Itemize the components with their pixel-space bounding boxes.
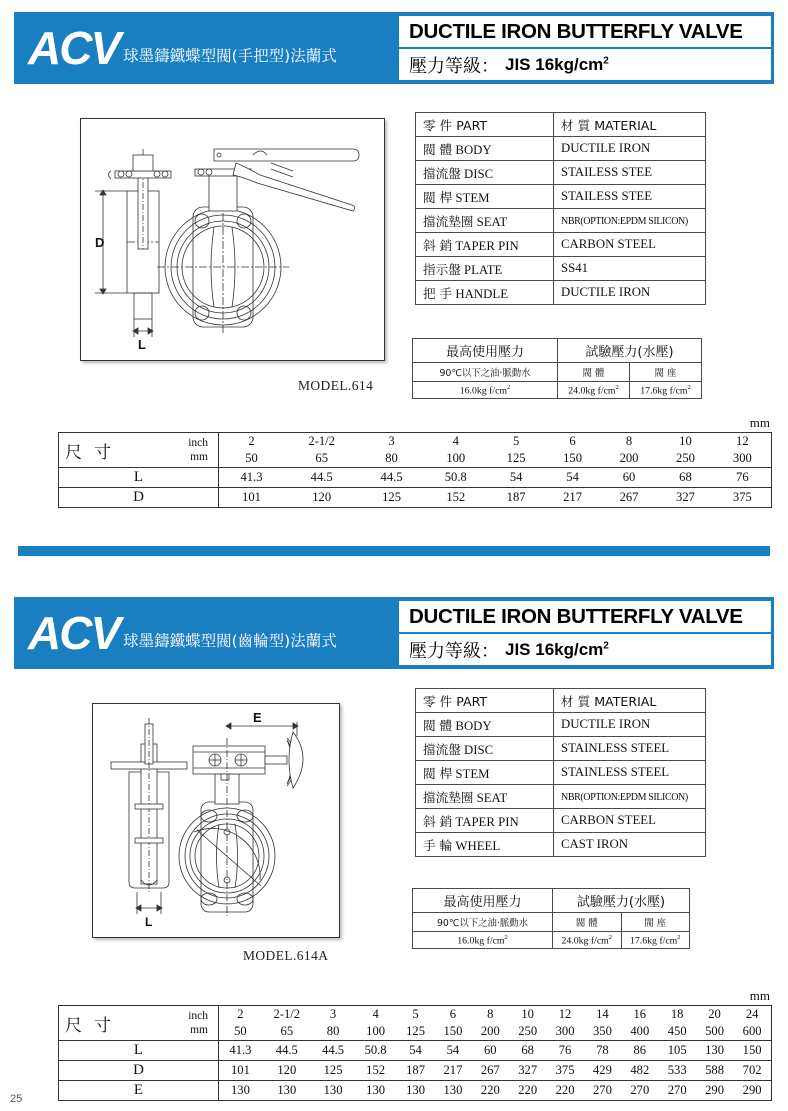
pressure-condition: 90℃以下之油‧脈動水 — [413, 913, 553, 932]
part-name-en: BODY — [455, 143, 492, 157]
size-mm-cell: 350 — [584, 1023, 621, 1041]
table-row — [413, 339, 702, 363]
dimension-value-cell: 101 — [219, 488, 284, 508]
brand-zone-section-1 — [14, 12, 399, 84]
part-name-cn: 閥 桿 — [423, 766, 453, 781]
size-inch-cell: 4 — [424, 433, 488, 451]
table-row-header — [416, 113, 706, 137]
size-inch-cell: 16 — [621, 1006, 658, 1024]
part-name-cn: 斜 銷 — [423, 238, 453, 253]
part-name-en: BODY — [455, 719, 492, 733]
dimension-value-cell: 130 — [434, 1081, 471, 1101]
dimension-value-cell: 68 — [657, 468, 713, 488]
product-title-en: DUCTILE IRON BUTTERFLY VALVE — [399, 601, 771, 632]
dimension-row-label: E — [59, 1081, 219, 1101]
size-inch-cell: 3 — [312, 1006, 355, 1024]
test-pressure-header: 試驗壓力(水壓) — [553, 889, 690, 913]
table-row — [413, 363, 702, 382]
size-mm-cell: 65 — [262, 1023, 312, 1041]
dimension-value-cell: 125 — [312, 1061, 355, 1081]
part-column-header: 零 件 PART — [423, 694, 488, 709]
max-working-pressure-header: 最高使用壓力 — [413, 339, 558, 363]
dimension-unit-note: mm — [749, 415, 770, 430]
material-value: SS41 — [561, 261, 589, 275]
material-value: CARBON STEEL — [561, 813, 656, 827]
size-mm-cell: 500 — [696, 1023, 733, 1041]
dimension-value-cell: 44.5 — [284, 468, 359, 488]
body-test-value: 24.0kg $f/cm^2$ — [558, 382, 630, 399]
table-row-header — [416, 689, 706, 713]
dimension-header-row-inch — [59, 433, 772, 451]
material-value: STAILESS STEE — [561, 189, 653, 203]
model-label-section-1: MODEL.614 — [298, 378, 374, 393]
size-mm-cell: 150 — [544, 450, 600, 468]
dimension-value-cell: 482 — [621, 1061, 658, 1081]
size-mm-cell: 100 — [354, 1023, 397, 1041]
size-inch-cell: 14 — [584, 1006, 621, 1024]
pressure-table-section-1 — [412, 338, 702, 399]
size-mm-cell: 80 — [359, 450, 423, 468]
part-name-en: DISC — [463, 743, 494, 757]
material-table-section-2 — [415, 688, 706, 857]
part-name-en: STEM — [455, 191, 490, 205]
body-label: 閥 體 — [553, 913, 622, 932]
dimension-value-cell: 270 — [584, 1081, 621, 1101]
part-name-en: HANDLE — [455, 287, 509, 301]
pressure-rating-row — [399, 634, 771, 665]
mm-unit-label: mm — [190, 451, 208, 463]
dimension-value-cell: 220 — [472, 1081, 509, 1101]
part-name-cn: 指示盤 — [423, 262, 461, 277]
size-mm-cell: 125 — [397, 1023, 434, 1041]
dimension-table-wrap-section-2 — [58, 988, 772, 1101]
dimension-value-cell: 120 — [262, 1061, 312, 1081]
size-label: 尺寸 — [65, 442, 123, 463]
dimension-row-label: D — [59, 488, 219, 508]
dimension-table-section-1 — [58, 432, 772, 508]
dimension-value-cell: 86 — [621, 1041, 658, 1061]
dimension-value-cell: 270 — [621, 1081, 658, 1101]
dimension-value-cell: 267 — [601, 488, 657, 508]
inch-unit-label: inch — [188, 436, 208, 449]
dimension-value-cell: 50.8 — [424, 468, 488, 488]
dimension-value-cell: 702 — [733, 1061, 771, 1081]
size-inch-cell: 3 — [359, 433, 423, 451]
dimension-value-cell: 41.3 — [219, 1041, 262, 1061]
brand-chinese-subtitle: 球墨鑄鐵蝶型閥(手把型)法蘭式 — [123, 47, 337, 65]
dimension-value-cell: 60 — [472, 1041, 509, 1061]
seat-test-value: 17.6kg $f/cm^2$ — [621, 932, 690, 949]
size-mm-cell: 300 — [714, 450, 772, 468]
svg-text:D: D — [95, 235, 105, 250]
dimension-value-cell: 327 — [657, 488, 713, 508]
table-row — [416, 233, 706, 257]
table-row — [413, 913, 690, 932]
material-table-section-1 — [415, 112, 706, 305]
material-value: NBR(OPTION:EPDM SILICON) — [561, 216, 688, 227]
size-inch-cell: 6 — [544, 433, 600, 451]
dimension-value-cell: 327 — [509, 1061, 546, 1081]
page-number: 25 — [10, 1093, 23, 1105]
table-row — [416, 809, 706, 833]
table-row — [416, 737, 706, 761]
size-inch-cell: 20 — [696, 1006, 733, 1024]
dimension-value-cell: 267 — [472, 1061, 509, 1081]
dimension-value-cell: 50.8 — [354, 1041, 397, 1061]
dimension-value-cell: 187 — [397, 1061, 434, 1081]
table-row — [416, 785, 706, 809]
part-name-en: DISC — [463, 167, 494, 181]
part-name-en: TAPER PIN — [455, 815, 519, 829]
dimension-value-cell: 429 — [584, 1061, 621, 1081]
size-label-cell — [59, 433, 219, 468]
part-name-cn: 擋流墊圈 — [423, 214, 474, 229]
part-name-cn: 擋流盤 — [423, 742, 461, 757]
lever-butterfly-valve-diagram — [81, 119, 383, 359]
title-zone-section-1 — [399, 12, 771, 84]
table-row — [416, 161, 706, 185]
size-inch-cell: 10 — [509, 1006, 546, 1024]
svg-text:E: E — [253, 710, 262, 725]
dimension-value-cell: 130 — [219, 1081, 262, 1101]
dimension-value-cell: 187 — [488, 488, 544, 508]
dimension-value-cell: 152 — [354, 1061, 397, 1081]
dimension-value-cell: 125 — [359, 488, 423, 508]
size-inch-cell: 8 — [601, 433, 657, 451]
material-value: STAILESS STEE — [561, 165, 653, 179]
part-name-en: PLATE — [463, 263, 503, 277]
table-row — [416, 257, 706, 281]
material-value: DUCTILE IRON — [561, 717, 651, 731]
size-mm-cell: 65 — [284, 450, 359, 468]
pressure-table-section-2 — [412, 888, 690, 949]
section-divider — [18, 546, 770, 556]
size-inch-cell: 2-1/2 — [284, 433, 359, 451]
test-pressure-header: 試驗壓力(水壓) — [558, 339, 702, 363]
size-mm-cell: 400 — [621, 1023, 658, 1041]
size-inch-cell: 2 — [219, 433, 284, 451]
dimension-value-cell: 217 — [434, 1061, 471, 1081]
part-name-en: WHEEL — [455, 839, 501, 853]
dimension-value-cell: 54 — [544, 468, 600, 488]
max-working-value: 16.0kg $f/cm^2$ — [413, 382, 558, 399]
table-row — [59, 1061, 772, 1081]
size-inch-cell: 5 — [397, 1006, 434, 1024]
brand-logo: ACV — [28, 607, 120, 659]
dimension-value-cell: 375 — [546, 1061, 583, 1081]
dimension-unit-note: mm — [749, 988, 770, 1003]
size-inch-cell: 2-1/2 — [262, 1006, 312, 1024]
size-inch-cell: 12 — [714, 433, 772, 451]
dimension-value-cell: 220 — [509, 1081, 546, 1101]
product-header-section-1 — [14, 12, 774, 84]
gear-butterfly-valve-diagram — [93, 704, 338, 936]
size-inch-cell: 2 — [219, 1006, 262, 1024]
dimension-value-cell: 588 — [696, 1061, 733, 1081]
dimension-row-label: L — [59, 1041, 219, 1061]
dimension-value-cell: 44.5 — [262, 1041, 312, 1061]
dimension-value-cell: 290 — [696, 1081, 733, 1101]
table-row — [416, 281, 706, 305]
size-inch-cell: 18 — [658, 1006, 695, 1024]
svg-text:L: L — [138, 337, 146, 352]
product-title-en: DUCTILE IRON BUTTERFLY VALVE — [399, 16, 771, 47]
dimension-value-cell: 150 — [733, 1041, 771, 1061]
dimension-value-cell: 270 — [658, 1081, 695, 1101]
svg-text:L: L — [145, 915, 153, 929]
material-value: NBR(OPTION:EPDM SILICON) — [561, 792, 688, 803]
max-working-pressure-header: 最高使用壓力 — [413, 889, 553, 913]
seat-test-value: 17.6kg $f/cm^2$ — [630, 382, 702, 399]
material-value: STAINLESS STEEL — [561, 741, 670, 755]
size-label: 尺寸 — [65, 1015, 123, 1036]
model-label-section-2: MODEL.614A — [243, 948, 329, 963]
part-name-cn: 閥 桿 — [423, 190, 453, 205]
part-name-cn: 閥 體 — [423, 718, 453, 733]
part-name-cn: 閥 體 — [423, 142, 453, 157]
part-name-cn: 把 手 — [423, 286, 453, 301]
part-name-cn: 斜 銷 — [423, 814, 453, 829]
dimension-row-label: L — [59, 468, 219, 488]
part-column-header: 零 件 PART — [423, 118, 488, 133]
table-row — [59, 1081, 772, 1101]
size-mm-cell: 80 — [312, 1023, 355, 1041]
size-mm-cell: 50 — [219, 1023, 262, 1041]
dimension-value-cell: 217 — [544, 488, 600, 508]
size-mm-cell: 50 — [219, 450, 284, 468]
dimension-table-section-2 — [58, 1005, 772, 1101]
size-mm-cell: 200 — [472, 1023, 509, 1041]
dimension-value-cell: 533 — [658, 1061, 695, 1081]
size-mm-cell: 150 — [434, 1023, 471, 1041]
size-label-cell — [59, 1006, 219, 1041]
part-name-en: STEM — [455, 767, 490, 781]
size-mm-cell: 100 — [424, 450, 488, 468]
material-value: DUCTILE IRON — [561, 285, 651, 299]
inch-unit-label: inch — [188, 1009, 208, 1022]
dimension-value-cell: 68 — [509, 1041, 546, 1061]
valve-drawing-section-2 — [92, 703, 340, 938]
size-inch-cell: 6 — [434, 1006, 471, 1024]
brand-logo: ACV — [28, 22, 120, 74]
material-column-header: 材 質 MATERIAL — [561, 118, 657, 133]
dimension-row-label: D — [59, 1061, 219, 1081]
size-inch-cell: 24 — [733, 1006, 771, 1024]
dimension-value-cell: 60 — [601, 468, 657, 488]
body-test-value: 24.0kg $f/cm^2$ — [553, 932, 622, 949]
part-name-cn: 擋流盤 — [423, 166, 461, 181]
size-mm-cell: 200 — [601, 450, 657, 468]
seat-label: 閥 座 — [621, 913, 690, 932]
size-mm-cell: 600 — [733, 1023, 771, 1041]
dimension-value-cell: 120 — [284, 488, 359, 508]
dimension-value-cell: 101 — [219, 1061, 262, 1081]
brand-zone-section-2 — [14, 597, 399, 669]
brand-chinese-subtitle: 球墨鑄鐵蝶型閥(齒輪型)法蘭式 — [123, 632, 337, 650]
dimension-value-cell: 290 — [733, 1081, 771, 1101]
dimension-value-cell: 130 — [312, 1081, 355, 1101]
table-row — [416, 713, 706, 737]
size-inch-cell: 10 — [657, 433, 713, 451]
part-name-cn: 擋流墊圈 — [423, 790, 474, 805]
table-row — [416, 761, 706, 785]
table-row — [416, 137, 706, 161]
dimension-value-cell: 76 — [546, 1041, 583, 1061]
table-row — [416, 185, 706, 209]
dimension-value-cell: 78 — [584, 1041, 621, 1061]
part-name-cn: 手 輪 — [423, 838, 453, 853]
max-working-value: 16.0kg $f/cm^2$ — [413, 932, 553, 949]
size-inch-cell: 4 — [354, 1006, 397, 1024]
part-name-en: SEAT — [476, 791, 508, 805]
valve-drawing-section-1 — [80, 118, 385, 361]
pressure-rating-value: JIS $16kg/cm^2$ — [505, 639, 609, 659]
dimension-value-cell: 54 — [488, 468, 544, 488]
pressure-rating-row — [399, 49, 771, 80]
dimension-value-cell: 375 — [714, 488, 772, 508]
size-mm-cell: 450 — [658, 1023, 695, 1041]
dimension-value-cell: 130 — [262, 1081, 312, 1101]
dimension-value-cell: 54 — [434, 1041, 471, 1061]
dimension-value-cell: 130 — [397, 1081, 434, 1101]
seat-label: 閥 座 — [630, 363, 702, 382]
table-row — [416, 833, 706, 857]
size-inch-cell: 12 — [546, 1006, 583, 1024]
dimension-value-cell: 105 — [658, 1041, 695, 1061]
material-value: CARBON STEEL — [561, 237, 656, 251]
material-value: STAINLESS STEEL — [561, 765, 670, 779]
pressure-rating-label: 壓力等級： — [409, 640, 499, 662]
material-value: CAST IRON — [561, 837, 628, 851]
mm-unit-label: mm — [190, 1024, 208, 1036]
dimension-value-cell: 130 — [354, 1081, 397, 1101]
size-inch-cell: 5 — [488, 433, 544, 451]
dimension-value-cell: 76 — [714, 468, 772, 488]
pressure-rating-label: 壓力等級： — [409, 55, 499, 77]
product-header-section-2 — [14, 597, 774, 669]
part-name-en: SEAT — [476, 215, 508, 229]
part-name-en: TAPER PIN — [455, 239, 519, 253]
pressure-condition: 90℃以下之油‧脈動水 — [413, 363, 558, 382]
pressure-rating-value: JIS $16kg/cm^2$ — [505, 54, 609, 74]
dimension-value-cell: 152 — [424, 488, 488, 508]
material-column-header: 材 質 MATERIAL — [561, 694, 657, 709]
table-row — [416, 209, 706, 233]
dimension-value-cell: 220 — [546, 1081, 583, 1101]
dimension-value-cell: 41.3 — [219, 468, 284, 488]
table-row — [59, 468, 772, 488]
size-mm-cell: 300 — [546, 1023, 583, 1041]
table-row — [413, 889, 690, 913]
material-value: DUCTILE IRON — [561, 141, 651, 155]
dimension-header-row-inch — [59, 1006, 772, 1024]
size-mm-cell: 125 — [488, 450, 544, 468]
size-mm-cell: 250 — [657, 450, 713, 468]
size-inch-cell: 8 — [472, 1006, 509, 1024]
size-mm-cell: 250 — [509, 1023, 546, 1041]
table-row — [59, 488, 772, 508]
dimension-table-wrap-section-1 — [58, 415, 772, 508]
dimension-value-cell: 44.5 — [312, 1041, 355, 1061]
table-row — [413, 382, 702, 399]
title-zone-section-2 — [399, 597, 771, 669]
dimension-value-cell: 54 — [397, 1041, 434, 1061]
dimension-value-cell: 130 — [696, 1041, 733, 1061]
table-row — [59, 1041, 772, 1061]
body-label: 閥 體 — [558, 363, 630, 382]
dimension-value-cell: 44.5 — [359, 468, 423, 488]
table-row — [413, 932, 690, 949]
